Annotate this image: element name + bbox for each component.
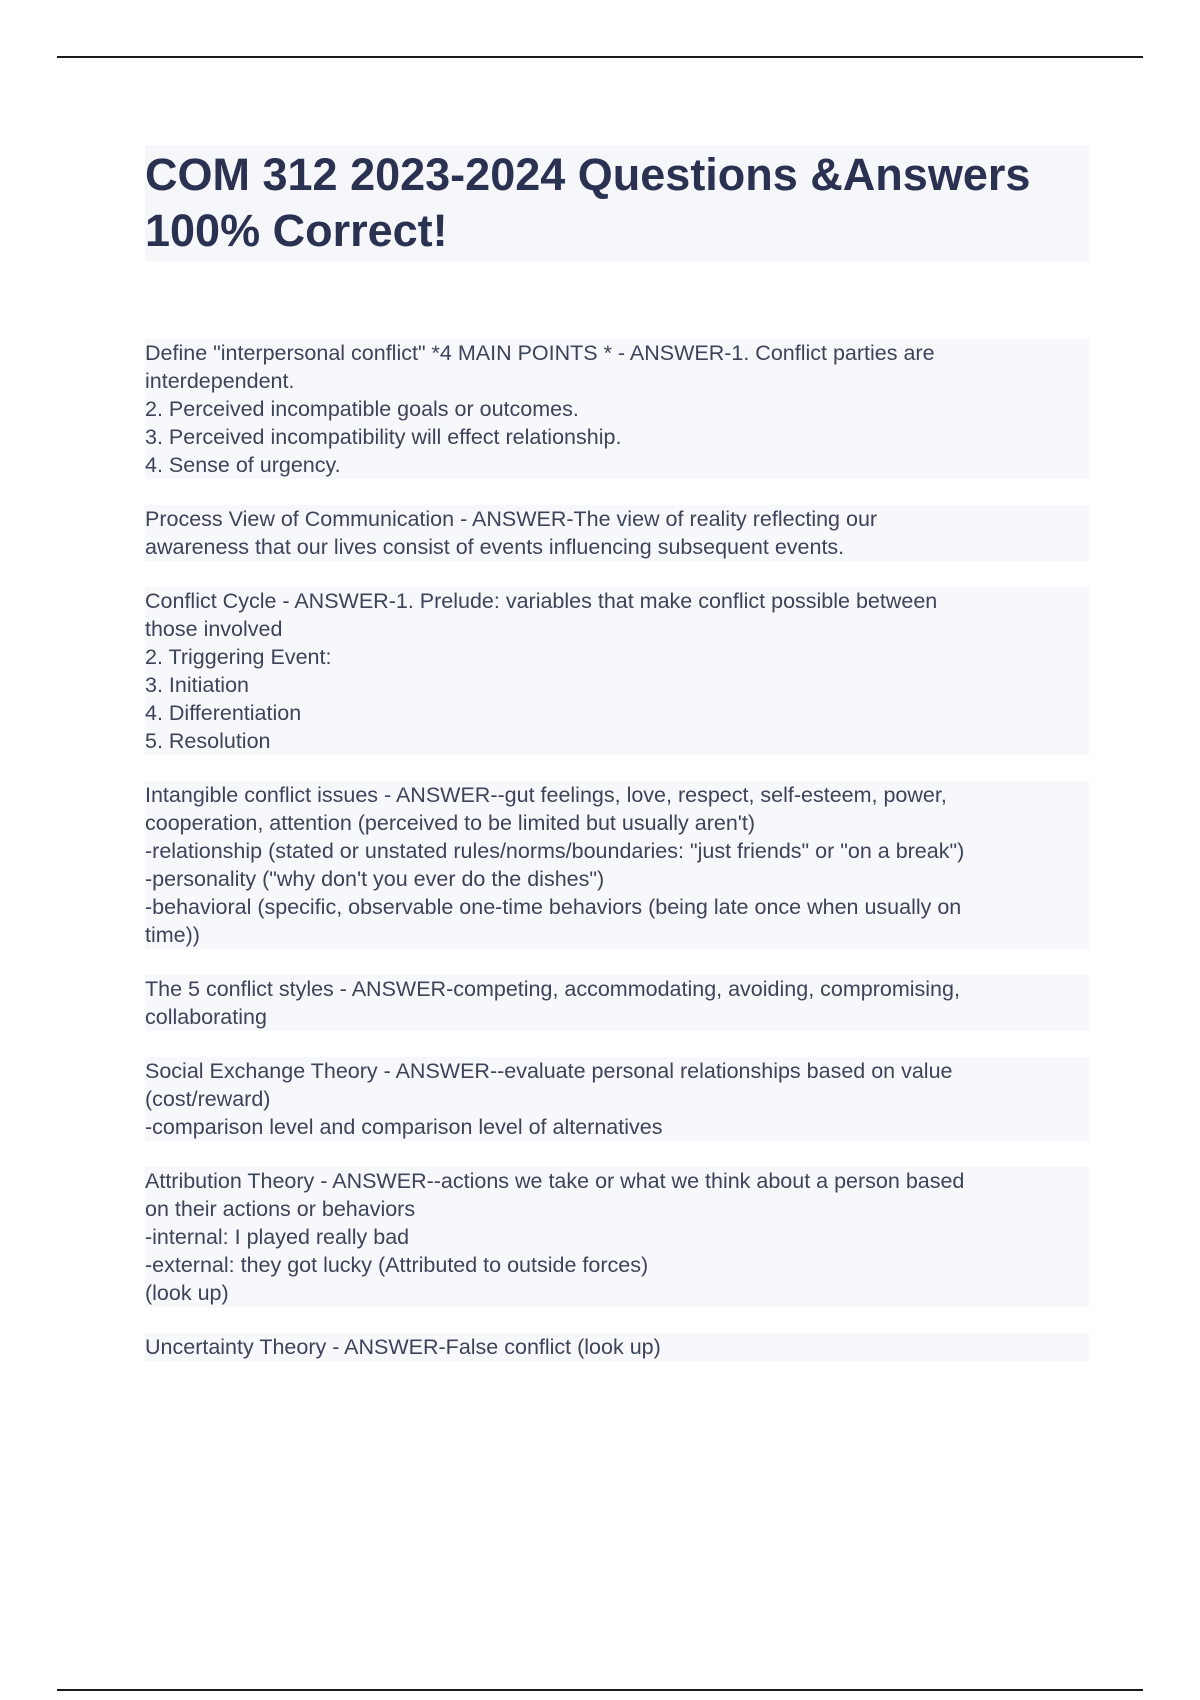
- qa-item-interpersonal-conflict: [145, 339, 1089, 479]
- qa-line: Define "interpersonal conflict" *4 MAIN POINTS * - ANSWER-1. Conflict parties are: [145, 339, 1089, 367]
- qa-line: -external: they got lucky (Attributed to outside forces): [145, 1251, 1089, 1279]
- qa-line: (cost/reward): [145, 1085, 1089, 1113]
- qa-item-conflict-styles: [145, 975, 1089, 1031]
- qa-line: interdependent.: [145, 367, 1089, 395]
- qa-line: Attribution Theory - ANSWER--actions we take or what we think about a person based: [145, 1167, 1089, 1195]
- qa-line: The 5 conflict styles - ANSWER-competing, accommodating, avoiding, compromising,: [145, 975, 1089, 1003]
- page-title: COM 312 2023-2024 Questions &Answers 100% Correct!: [145, 145, 1089, 261]
- qa-line: Conflict Cycle - ANSWER-1. Prelude: variables that make conflict possible between: [145, 587, 1089, 615]
- qa-item-intangible-issues: [145, 781, 1089, 949]
- qa-item-conflict-cycle: [145, 587, 1089, 755]
- qa-line: -relationship (stated or unstated rules/norms/boundaries: "just friends" or "on a break"): [145, 837, 1089, 865]
- qa-line: Process View of Communication - ANSWER-The view of reality reflecting our: [145, 505, 1089, 533]
- qa-line: -comparison level and comparison level of alternatives: [145, 1113, 1089, 1141]
- qa-line: awareness that our lives consist of events influencing subsequent events.: [145, 533, 1089, 561]
- qa-line: on their actions or behaviors: [145, 1195, 1089, 1223]
- qa-line: 2. Perceived incompatible goals or outcomes.: [145, 395, 1089, 423]
- qa-line: -behavioral (specific, observable one-time behaviors (being late once when usually on: [145, 893, 1089, 921]
- qa-line: -personality ("why don't you ever do the dishes"): [145, 865, 1089, 893]
- qa-line: 3. Perceived incompatibility will effect relationship.: [145, 423, 1089, 451]
- bottom-rule: [57, 1689, 1143, 1691]
- qa-line: 4. Sense of urgency.: [145, 451, 1089, 479]
- qa-line: 4. Differentiation: [145, 699, 1089, 727]
- qa-item-social-exchange: [145, 1057, 1089, 1141]
- qa-line: 5. Resolution: [145, 727, 1089, 755]
- qa-line: 3. Initiation: [145, 671, 1089, 699]
- qa-line: -internal: I played really bad: [145, 1223, 1089, 1251]
- qa-line: (look up): [145, 1279, 1089, 1307]
- qa-line: cooperation, attention (perceived to be limited but usually aren't): [145, 809, 1089, 837]
- qa-line: those involved: [145, 615, 1089, 643]
- qa-line: Social Exchange Theory - ANSWER--evaluate personal relationships based on value: [145, 1057, 1089, 1085]
- qa-line: Intangible conflict issues - ANSWER--gut feelings, love, respect, self-esteem, power,: [145, 781, 1089, 809]
- qa-line: time)): [145, 921, 1089, 949]
- qa-item-attribution-theory: [145, 1167, 1089, 1307]
- top-rule: [57, 56, 1143, 58]
- qa-item-uncertainty-theory: [145, 1333, 1089, 1361]
- qa-item-process-view: [145, 505, 1089, 561]
- qa-line: Uncertainty Theory - ANSWER-False conflict (look up): [145, 1333, 1089, 1361]
- qa-content: [145, 339, 1089, 1387]
- qa-line: collaborating: [145, 1003, 1089, 1031]
- qa-line: 2. Triggering Event:: [145, 643, 1089, 671]
